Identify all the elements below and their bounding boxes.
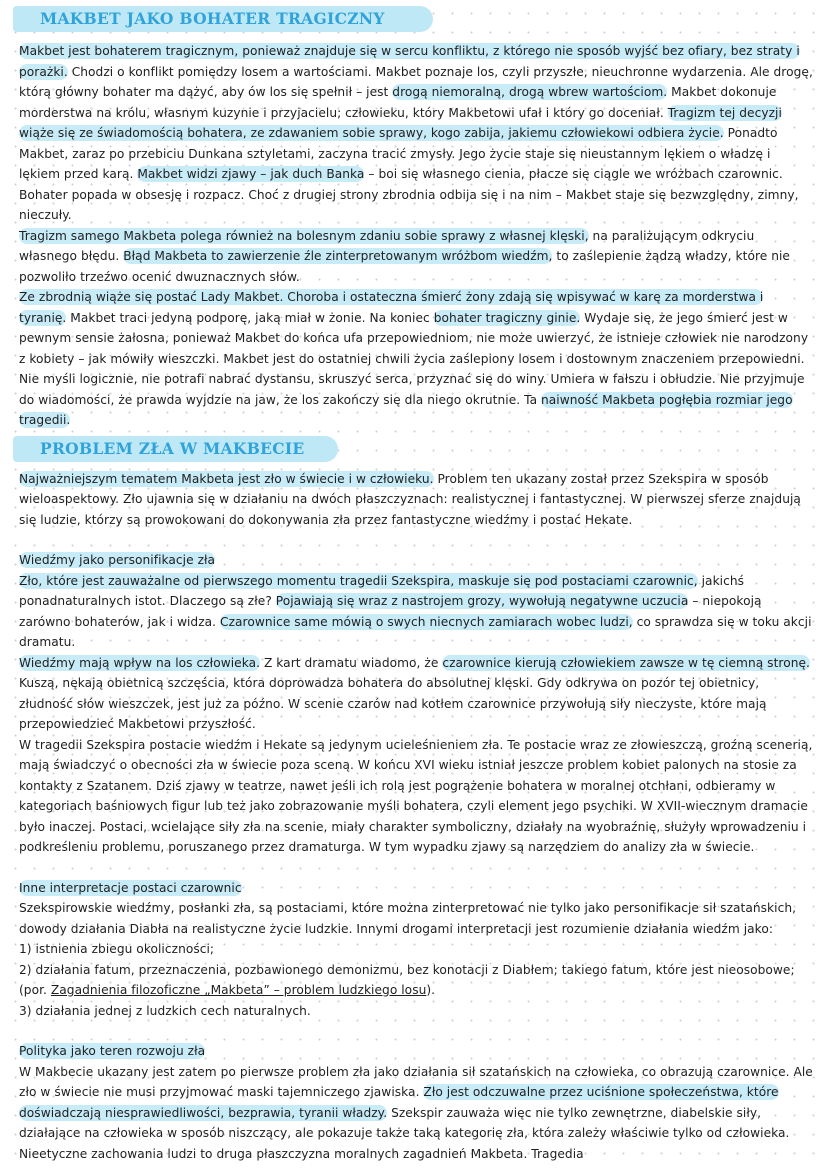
text: Z kart dramatu wiadomo, że: [260, 655, 443, 670]
highlight: Zło jest odczuwalne przez uciśnione społeczeństwa, które doświadczają niesprawiedliwości, bezprawia, tyranii władzy.: [19, 1085, 779, 1120]
subheading-other-interpretations: [19, 878, 814, 899]
spacer: [19, 858, 814, 878]
paragraph: [19, 41, 814, 226]
paragraph: [19, 571, 814, 653]
text: Szekspir zauważa więc nie tylko zewnętrzne, diabelskie siły, działające na człowieka w sposób niszczący, ale pokazuje także taką kategorię zła, która zależy właściwie tylko od człowieka. Nieetyczne zachowania ludzi to druga płaszczyzna moralnych zagadnień Makbeta. Tragedia: [19, 1105, 790, 1161]
highlight: czarownice kierują człowiekiem zawsze w tę ciemną stronę.: [442, 655, 810, 670]
paragraph: [19, 469, 814, 531]
text: Makbet dokonuje morderstwa na królu, własnym kuzynie i przyjacielu; człowieku, który Makbetowi ufał i który go doceniał.: [19, 85, 777, 120]
text: Makbet traci jedyną podporę, jaką miał w żonie. Na koniec: [66, 310, 434, 325]
highlight: Najważniejszym tematem Makbeta jest zło w świecie i w człowieku.: [19, 471, 434, 486]
text: ).: [426, 983, 436, 997]
text: Ponadto Makbet, zaraz po przebiciu Dunkana sztyletami, zaczyna tracić zmysły. Jego życie staje się nieustannym lękiem o władzę i lękiem przed karą.: [19, 126, 778, 181]
text: W Makbecie ukazany jest zatem po pierwsze problem zła jako działania sił szatańskich na człowieka, co obrazują czarownice. Ale zło w świecie nie musi przyjmować maski tajemniczego zjawiska.: [19, 1064, 813, 1099]
highlight: Pojawiają się wraz z nastrojem grozy, wywołują negatywne uczucia: [275, 594, 689, 608]
highlight: Tragizm samego Makbeta polega również na bolesnym zdaniu sobie sprawy z własnej klęski,: [19, 228, 589, 243]
spacer: [19, 1021, 814, 1041]
text: co sprawdza się w toku akcji dramatu.: [19, 614, 812, 649]
reference-link[interactable]: Zagadnienia filozoficzne „Makbeta” – problem ludzkiego losu: [50, 983, 427, 997]
highlight: Tragizm tej decyzji wiąże się ze świadomością bohatera, ze zdawaniem sobie sprawy, kogo zabija, jakiemu człowiekowi odbiera życie.: [19, 105, 782, 140]
text: – boi się własnego cienia, płacze się ciągle we wróżbach czarownic. Bohater popada w obsesję i rozpacz. Choć z drugiej strony zbrodnia odbija się i na nim – Makbet staje się bezwzględny, zimny, nieczuły.: [19, 167, 799, 222]
text: 2) działania fatum, przeznaczenia, pozbawionego demonizmu, bez konotacji z Diabłem; takiego fatum, które jest nieosobowe; (por.: [19, 962, 795, 997]
text: jakichś ponadnaturalnych istot. Dlaczego są złe?: [19, 573, 745, 608]
paragraph: [19, 287, 814, 431]
paragraph: W tragedii Szekspira postacie wiedźm i Hekate są jedynym ucieleśnieniem zła. Te postacie wraz ze złowieszczą, groźną scenerią, mają świadczyć o obecności zła w świecie poza sceną. W końcu XVI wieku istniał jeszcze problem kobiet palonych na stosie za kontakty z Szatanem. Dziś zjawy w teatrze, nawet jeśli ich rolą jest pogrążenie bohatera w moralnej otchłani, odbieramy w kategoriach baśniowych figur lub też jako zobrazowanie myśli bohatera, czyli element jego psychiki. W XVII-wiecznym dramacie było inaczej. Postaci, wcielające siły zła na scenie, miały charakter symboliczny, działały na wyobraźnię, służyły wprowadzeniu i podkreśleniu problemu, poruszanego przez dramaturga. W tym wypadku zjawy są narzędziem do analizy zła w świecie.: [19, 737, 813, 854]
section-tragic-hero: [19, 41, 814, 431]
paragraph: [19, 653, 814, 735]
text: Kuszą, nękają obietnicą szczęścia, która doprowadza bohatera do absolutnej klęski. Gdy odkrywa on pozór tej obietnicy, złudność słów wieszczek, jest już za późno. W scenie czarów nad kotłem czarownice przywołują siły nieczyste, które mają przepowiedzieć Makbetowi przyszłość.: [19, 676, 767, 731]
highlight: Zło, które jest zauważalne od pierwszego momentu tragedii Szekspira, maskuje się pod postaciami czarownic,: [19, 573, 698, 588]
paragraph: Szekspirowskie wiedźmy, posłanki zła, są postaciami, które można zinterpretować nie tylko jako personifikacje sił szatańskich, dowody działania Diabła na realistyczne życie ludzkie. Innymi drogami interpretacji jest rozumienie działania wiedźm jako:: [19, 901, 797, 936]
section-title-problem-of-evil: PROBLEM ZŁA W MAKBECIE: [13, 436, 338, 462]
text: Problem ten ukazany został przez Szekspira w sposób wieloaspektowy. Zło ujawnia się w działaniu na dwóch płaszczyznach: realistycznej i fantastycznej. W pierwszej sferze znajdują się ludzie, którzy są prowokowani do dokonywania zła przez fantastyczne wiedźmy i postać Hekate.: [19, 471, 801, 527]
subheading: Polityka jako teren rozwoju zła: [19, 1044, 206, 1058]
text: Chodzi o konflikt pomiędzy losem a wartościami. Makbet poznaje los, czyli przyszłe, nieuchronne wydarzenia. Ale drogę, którą główny bohater ma dążyć, aby ów los się spełnił – jest: [19, 64, 813, 99]
subheading: Inne interpretacje postaci czarownic: [19, 880, 242, 895]
highlight: Ze zbrodnią wiąże się postać Lady Makbet. Choroba i ostateczna śmierć żony zdają się wpisywać w karę za morderstwa i tyranię.: [19, 290, 764, 325]
text: – niepokoją zarówno bohaterów, jak i widza.: [19, 594, 762, 629]
highlight: Czarownice same mówią o swych niecnych zamiarach wobec ludzi,: [220, 614, 633, 629]
text: to zaślepienie żądzą władzy, które nie pozwoliło trzeźwo ocenić dwuznacznych słów.: [19, 249, 790, 284]
section-problem-of-evil: [19, 469, 814, 1165]
highlight: Makbet jest bohaterem tragicznym, ponieważ znajduje się w sercu konfliktu, z którego nie sposób wyjść bez ofiary, bez straty i porażki.: [19, 44, 800, 79]
text: Wydaje się, że jego śmierć jest w pewnym sensie żałosna, ponieważ Makbet do końca ufa przepowiedniom, nie może uwierzyć, że istnieje człowiek nie narodzony z kobiety – jak mówiły wieszczki. Makbet jest do ostatniej chwili życia zaślepiony losem i dostownym znaczeniem przepowiedni. Nie myśli logicznie, nie potrafi nabrać dystansu, skruszyć serca, przyznać się do winy. Umiera w fałszu i obłudzie. Nie przyjmuje do wiadomości, że prawda wyjdzie na jaw, że los zakończy się dla niego okrutnie. Ta: [19, 310, 809, 407]
subheading-witches: [19, 550, 814, 571]
highlight: Wiedźmy mają wpływ na los człowieka.: [19, 655, 261, 670]
highlight: Błąd Makbeta to zawierzenie źle zinterpretowanym wróżbom wiedźm,: [123, 249, 553, 263]
subheading: Wiedźmy jako personifikacje zła: [19, 553, 216, 567]
list-item: 3) działania jednej z ludzkich cech naturalnych.: [19, 1003, 311, 1018]
spacer: [19, 530, 814, 550]
highlight: drogą niemoralną, drogą wbrew wartościom.: [392, 85, 668, 99]
highlight: Makbet widzi zjawy – jak duch Banka: [137, 167, 365, 181]
highlight: naiwność Makbeta pogłębia rozmiar jego tragedii.: [19, 392, 793, 427]
list-item: 1) istnienia zbiegu okoliczności;: [19, 942, 215, 956]
text: na paraliżującym odkryciu własnego błędu.: [19, 228, 755, 263]
paragraph: [19, 1062, 814, 1165]
section-title-tragic-hero: MAKBET JAKO BOHATER TRAGICZNY: [13, 6, 433, 32]
list-item: [19, 960, 814, 1001]
highlight: bohater tragiczny ginie.: [433, 310, 581, 325]
paragraph: [19, 226, 814, 288]
subheading-politics: [19, 1041, 814, 1062]
